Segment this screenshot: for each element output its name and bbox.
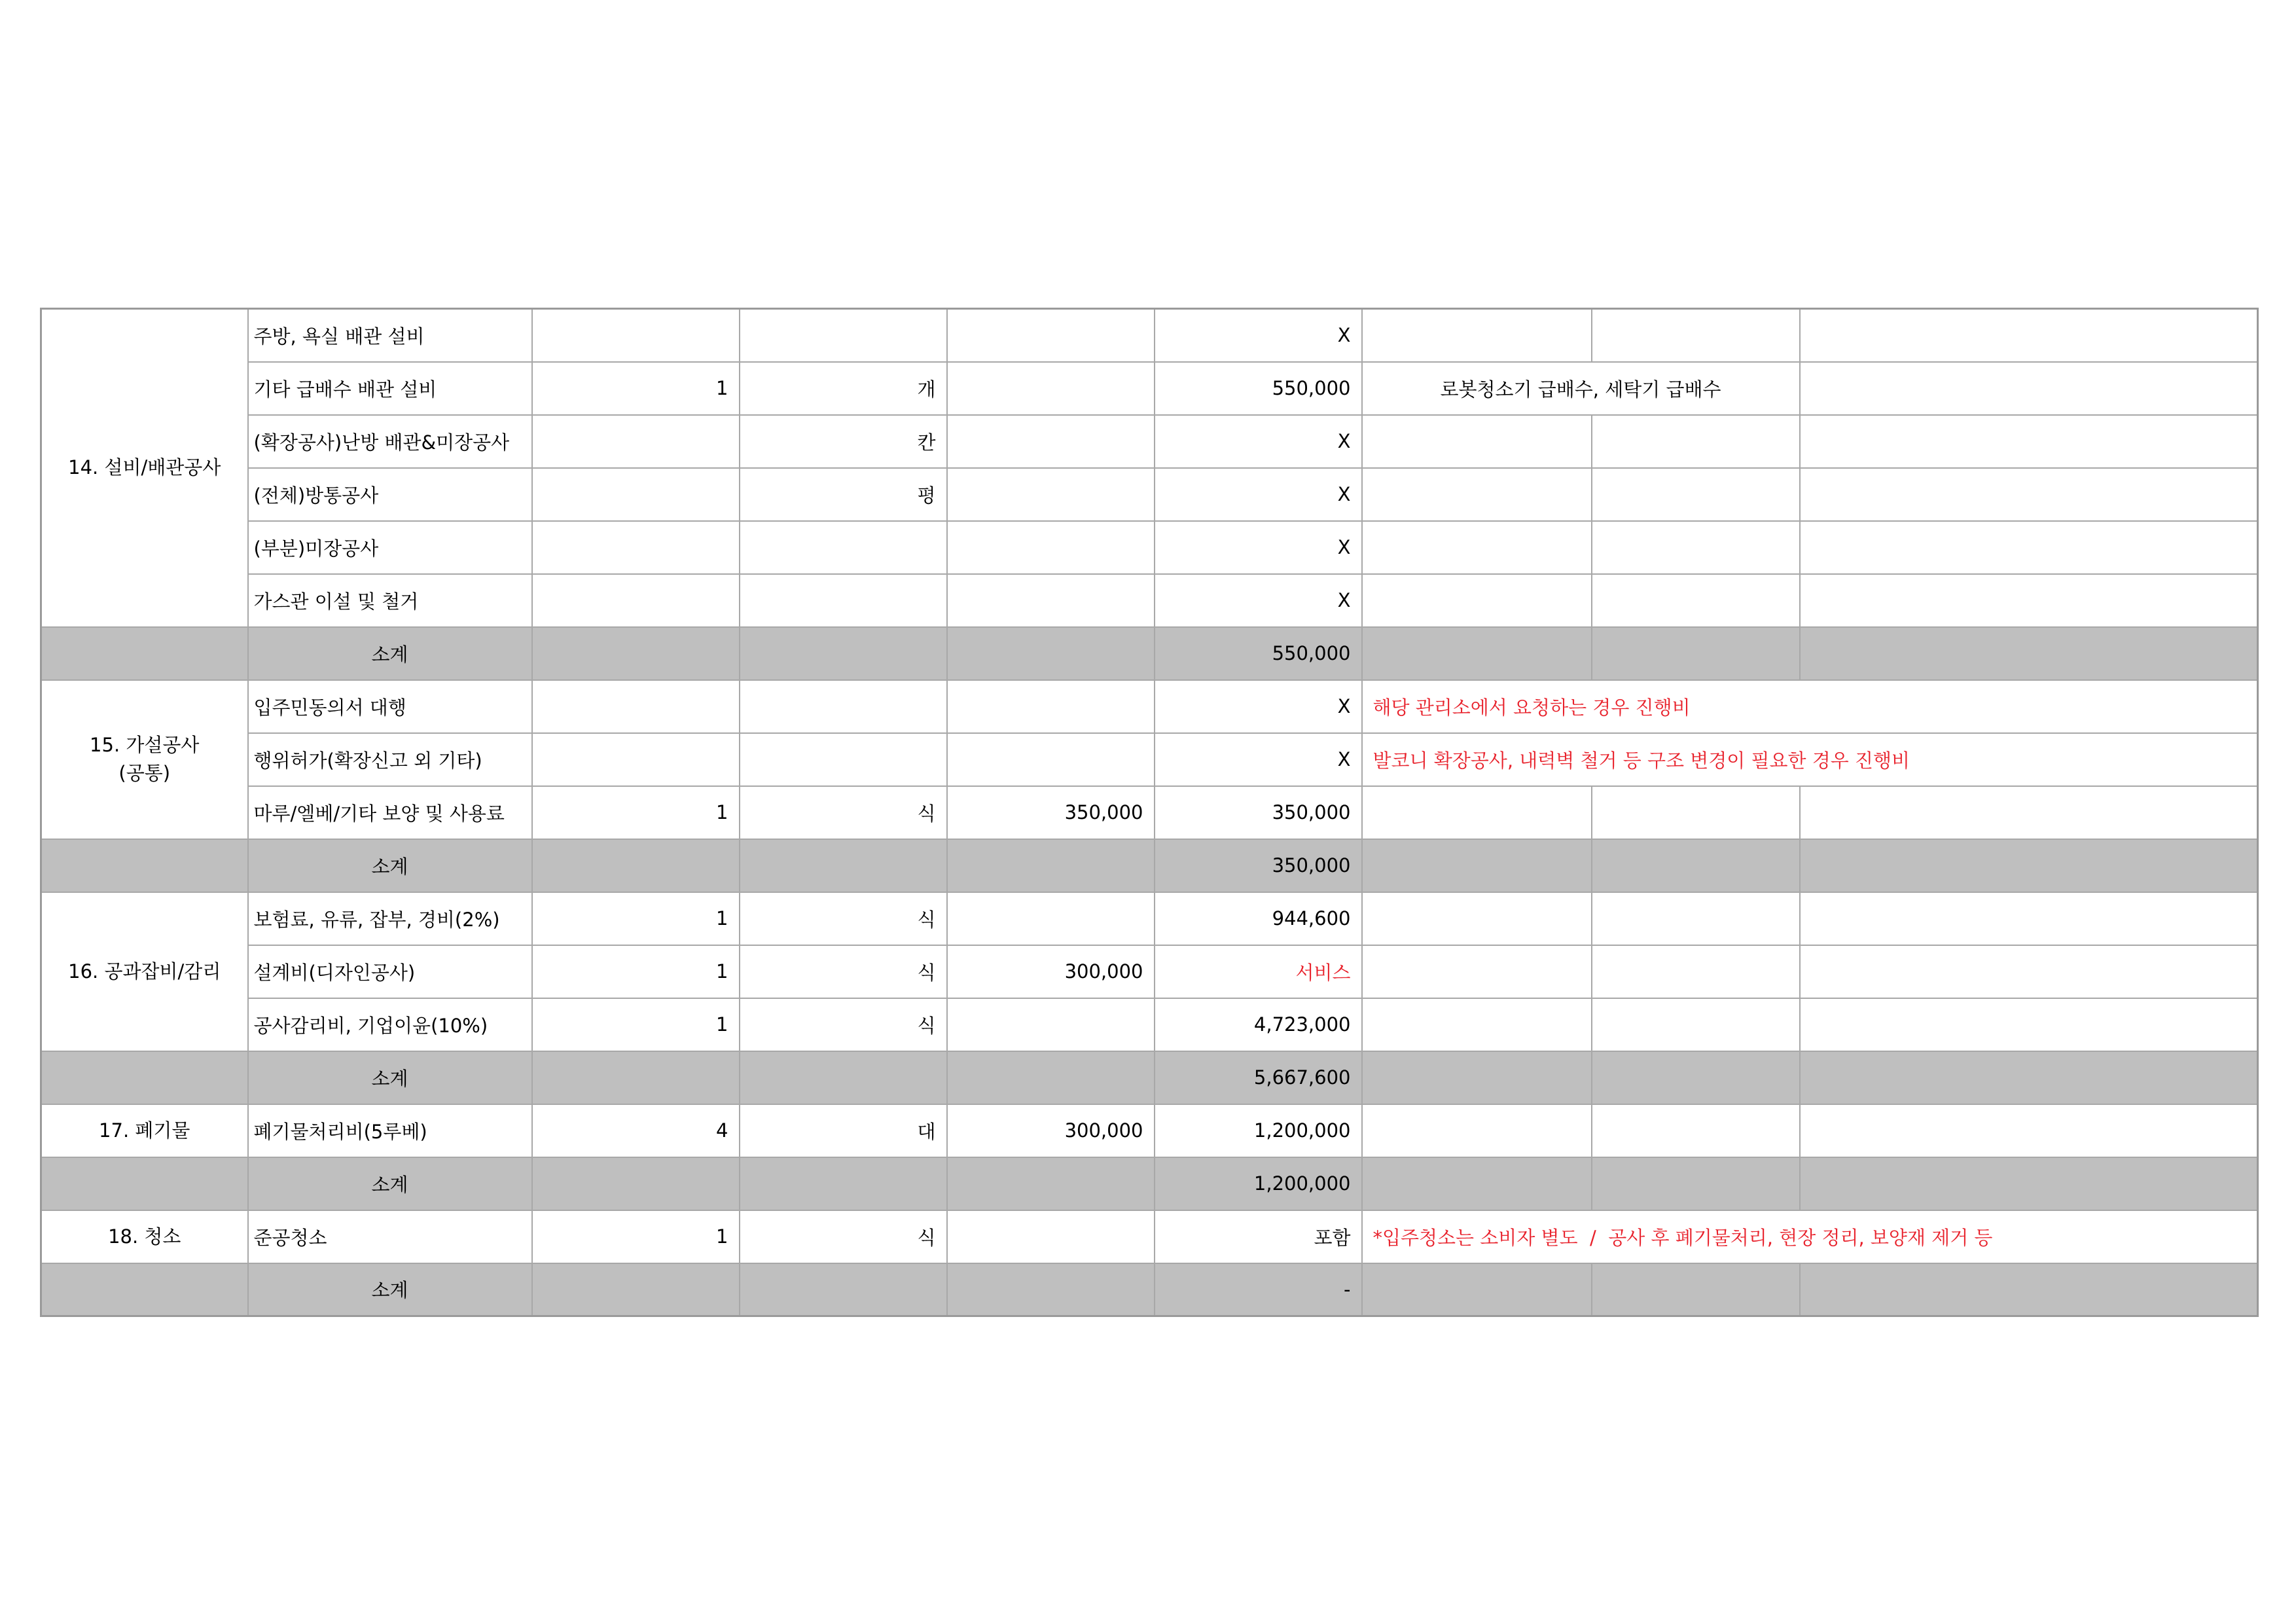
empty-cell	[532, 1263, 740, 1316]
qty-cell: 1	[532, 1210, 740, 1263]
note-cell	[1362, 1104, 1592, 1157]
empty-cell	[740, 1051, 947, 1104]
subtotal-category-cell	[41, 1051, 248, 1104]
empty-cell	[1592, 839, 1800, 892]
empty-cell	[1800, 1157, 2258, 1210]
note-cell	[1362, 468, 1592, 521]
empty-cell	[532, 839, 740, 892]
empty-cell	[1362, 1051, 1592, 1104]
empty-cell	[1592, 1051, 1800, 1104]
remark-cell	[1800, 1104, 2258, 1157]
note-cell	[1362, 521, 1592, 574]
unit-cell: 평	[740, 468, 947, 521]
subtotal-amount: 1,200,000	[1155, 1157, 1362, 1210]
category-cell: 16. 공과잡비/감리	[41, 892, 248, 1051]
subtotal-row	[41, 1051, 2258, 1104]
note-cell: 발코니 확장공사, 내력벽 철거 등 구조 변경이 필요한 경우 진행비	[1362, 733, 2258, 786]
table-row	[41, 786, 2258, 839]
note-cell	[1362, 786, 1592, 839]
category-cell: 17. 폐기물	[41, 1104, 248, 1157]
price-cell: 300,000	[947, 945, 1155, 998]
note-cell	[1362, 574, 1592, 627]
extra-cell	[1592, 309, 1800, 362]
amount-cell: 서비스	[1155, 945, 1362, 998]
unit-cell: 식	[740, 945, 947, 998]
subtotal-row	[41, 839, 2258, 892]
table-row	[41, 574, 2258, 627]
subtotal-label: 소계	[248, 1263, 532, 1316]
item-cell: (전체)방통공사	[248, 468, 532, 521]
qty-cell	[532, 680, 740, 733]
empty-cell	[947, 1051, 1155, 1104]
extra-cell	[1592, 998, 1800, 1051]
note-cell	[1362, 945, 1592, 998]
table-row	[41, 680, 2258, 733]
extra-cell	[1592, 521, 1800, 574]
table-row	[41, 1104, 2258, 1157]
price-cell	[947, 362, 1155, 415]
unit-cell: 식	[740, 892, 947, 945]
item-cell: 기타 급배수 배관 설비	[248, 362, 532, 415]
price-cell	[947, 574, 1155, 627]
remark-cell	[1800, 786, 2258, 839]
empty-cell	[1800, 627, 2258, 680]
table-row	[41, 468, 2258, 521]
subtotal-category-cell	[41, 1263, 248, 1316]
note-cell: *입주청소는 소비자 별도 / 공사 후 폐기물처리, 현장 정리, 보양재 제거 등	[1362, 1210, 2258, 1263]
amount-cell: X	[1155, 680, 1362, 733]
qty-cell: 1	[532, 892, 740, 945]
subtotal-label: 소계	[248, 627, 532, 680]
category-line: 15. 가설공사	[90, 734, 200, 756]
subtotal-category-cell	[41, 1157, 248, 1210]
unit-cell: 칸	[740, 415, 947, 468]
subtotal-amount: -	[1155, 1263, 1362, 1316]
table-row	[41, 521, 2258, 574]
qty-cell	[532, 521, 740, 574]
empty-cell	[532, 1157, 740, 1210]
extra-cell	[1592, 574, 1800, 627]
item-cell: 설계비(디자인공사)	[248, 945, 532, 998]
item-cell: 행위허가(확장신고 외 기타)	[248, 733, 532, 786]
subtotal-label: 소계	[248, 839, 532, 892]
item-cell: 폐기물처리비(5루베)	[248, 1104, 532, 1157]
amount-cell: X	[1155, 521, 1362, 574]
extra-cell	[1592, 415, 1800, 468]
note-cell	[1362, 892, 1592, 945]
amount-cell: X	[1155, 468, 1362, 521]
empty-cell	[740, 839, 947, 892]
note-cell	[1362, 415, 1592, 468]
item-cell: 주방, 욕실 배관 설비	[248, 309, 532, 362]
table-row	[41, 309, 2258, 362]
item-cell: 입주민동의서 대행	[248, 680, 532, 733]
empty-cell	[1800, 839, 2258, 892]
estimate-table	[40, 308, 2259, 1317]
price-cell	[947, 468, 1155, 521]
subtotal-amount: 350,000	[1155, 839, 1362, 892]
unit-cell	[740, 680, 947, 733]
qty-cell: 1	[532, 998, 740, 1051]
table-row	[41, 362, 2258, 415]
qty-cell	[532, 468, 740, 521]
unit-cell: 식	[740, 1210, 947, 1263]
remark-cell	[1800, 415, 2258, 468]
table-row	[41, 1210, 2258, 1263]
note-cell: 해당 관리소에서 요청하는 경우 진행비	[1362, 680, 2258, 733]
price-cell	[947, 521, 1155, 574]
empty-cell	[1592, 627, 1800, 680]
item-cell: 보험료, 유류, 잡부, 경비(2%)	[248, 892, 532, 945]
subtotal-row	[41, 1157, 2258, 1210]
remark-cell	[1800, 945, 2258, 998]
unit-cell	[740, 521, 947, 574]
table-row	[41, 892, 2258, 945]
price-cell	[947, 892, 1155, 945]
empty-cell	[1592, 1157, 1800, 1210]
remark-cell	[1800, 309, 2258, 362]
remark-cell	[1800, 468, 2258, 521]
price-cell	[947, 998, 1155, 1051]
price-cell	[947, 1210, 1155, 1263]
item-cell: 공사감리비, 기업이윤(10%)	[248, 998, 532, 1051]
remark-cell	[1800, 521, 2258, 574]
amount-cell: 350,000	[1155, 786, 1362, 839]
item-cell: 마루/엘베/기타 보양 및 사용료	[248, 786, 532, 839]
item-cell: (확장공사)난방 배관&미장공사	[248, 415, 532, 468]
empty-cell	[740, 1263, 947, 1316]
remark-cell	[1800, 362, 2258, 415]
unit-cell: 식	[740, 786, 947, 839]
category-cell	[41, 680, 248, 839]
amount-cell: X	[1155, 574, 1362, 627]
subtotal-category-cell	[41, 627, 248, 680]
empty-cell	[1362, 839, 1592, 892]
amount-cell: 1,200,000	[1155, 1104, 1362, 1157]
qty-cell	[532, 415, 740, 468]
item-cell: 가스관 이설 및 철거	[248, 574, 532, 627]
subtotal-amount: 550,000	[1155, 627, 1362, 680]
qty-cell: 1	[532, 362, 740, 415]
qty-cell: 1	[532, 786, 740, 839]
empty-cell	[532, 627, 740, 680]
item-cell: 준공청소	[248, 1210, 532, 1263]
extra-cell	[1592, 786, 1800, 839]
note-cell	[1362, 998, 1592, 1051]
subtotal-amount: 5,667,600	[1155, 1051, 1362, 1104]
qty-cell	[532, 574, 740, 627]
empty-cell	[1800, 1263, 2258, 1316]
extra-cell	[1592, 892, 1800, 945]
extra-cell	[1592, 1104, 1800, 1157]
empty-cell	[947, 627, 1155, 680]
price-cell: 300,000	[947, 1104, 1155, 1157]
item-cell: (부분)미장공사	[248, 521, 532, 574]
subtotal-label: 소계	[248, 1051, 532, 1104]
subtotal-category-cell	[41, 839, 248, 892]
qty-cell	[532, 733, 740, 786]
table-row	[41, 415, 2258, 468]
amount-cell: X	[1155, 733, 1362, 786]
empty-cell	[1362, 1263, 1592, 1316]
empty-cell	[1362, 627, 1592, 680]
empty-cell	[1362, 1157, 1592, 1210]
qty-cell: 4	[532, 1104, 740, 1157]
remark-cell	[1800, 574, 2258, 627]
category-line: (공통)	[118, 762, 171, 784]
amount-cell: X	[1155, 309, 1362, 362]
empty-cell	[947, 1263, 1155, 1316]
price-cell	[947, 415, 1155, 468]
qty-cell: 1	[532, 945, 740, 998]
empty-cell	[1800, 1051, 2258, 1104]
category-cell: 14. 설비/배관공사	[41, 309, 248, 627]
amount-cell: 포함	[1155, 1210, 1362, 1263]
unit-cell: 식	[740, 998, 947, 1051]
table-row	[41, 945, 2258, 998]
empty-cell	[1592, 1263, 1800, 1316]
unit-cell: 개	[740, 362, 947, 415]
subtotal-row	[41, 627, 2258, 680]
empty-cell	[740, 627, 947, 680]
table-row	[41, 998, 2258, 1051]
empty-cell	[947, 839, 1155, 892]
price-cell	[947, 733, 1155, 786]
empty-cell	[532, 1051, 740, 1104]
price-cell	[947, 309, 1155, 362]
qty-cell	[532, 309, 740, 362]
extra-cell	[1592, 945, 1800, 998]
price-cell	[947, 680, 1155, 733]
amount-cell: 4,723,000	[1155, 998, 1362, 1051]
price-cell: 350,000	[947, 786, 1155, 839]
table-row	[41, 733, 2258, 786]
unit-cell	[740, 574, 947, 627]
empty-cell	[740, 1157, 947, 1210]
unit-cell	[740, 309, 947, 362]
category-cell: 18. 청소	[41, 1210, 248, 1263]
remark-cell	[1800, 998, 2258, 1051]
note-cell	[1362, 309, 1592, 362]
subtotal-row	[41, 1263, 2258, 1316]
note-cell: 로봇청소기 급배수, 세탁기 급배수	[1362, 362, 1800, 415]
subtotal-label: 소계	[248, 1157, 532, 1210]
extra-cell	[1592, 468, 1800, 521]
unit-cell	[740, 733, 947, 786]
unit-cell: 대	[740, 1104, 947, 1157]
amount-cell: 944,600	[1155, 892, 1362, 945]
remark-cell	[1800, 892, 2258, 945]
empty-cell	[947, 1157, 1155, 1210]
amount-cell: X	[1155, 415, 1362, 468]
amount-cell: 550,000	[1155, 362, 1362, 415]
